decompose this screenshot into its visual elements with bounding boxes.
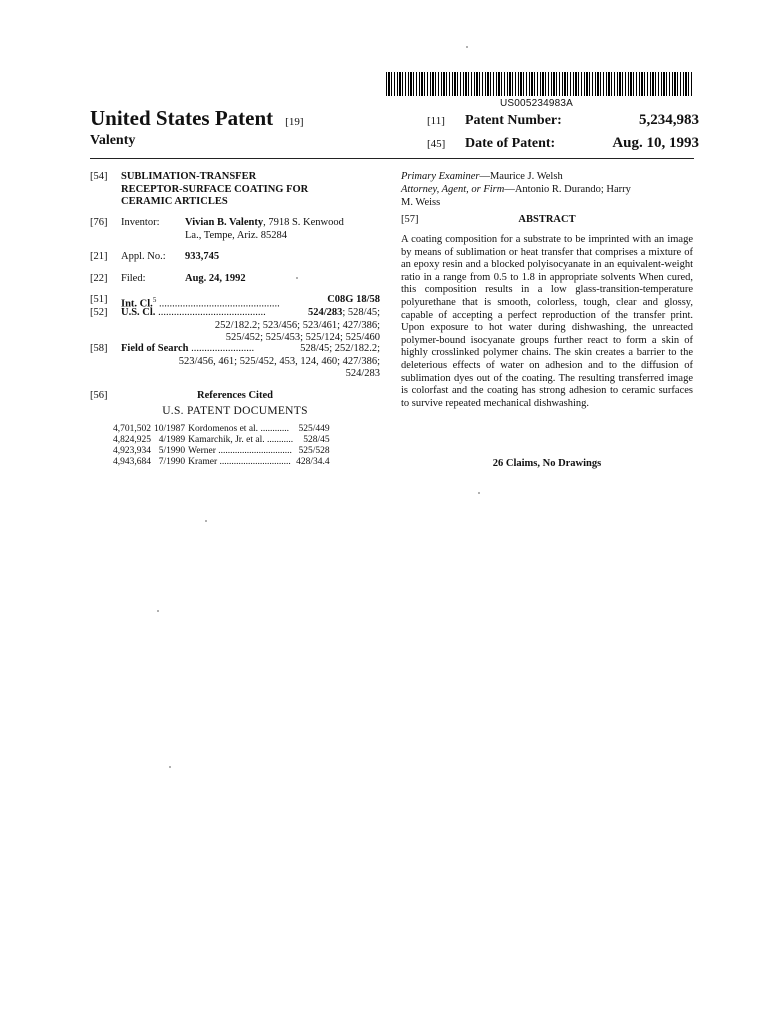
uscl-code: [52] <box>90 307 108 318</box>
uscl-value-line1 <box>306 307 380 320</box>
intcl-sup: 5 <box>152 296 157 304</box>
attorney-name-1: —Antonio R. Durando; Harry <box>504 184 631 195</box>
fos-dots: ........................ <box>188 343 255 354</box>
intcl-code: [51] <box>90 294 108 305</box>
scan-speck <box>169 766 171 768</box>
inventor-surname: Valenty <box>90 133 136 148</box>
ref-dots: ........... <box>264 435 294 445</box>
date-value: Aug. 10, 1993 <box>612 135 699 151</box>
inventor-address-2: La., Tempe, Ariz. 85284 <box>185 229 288 241</box>
attorney-line <box>401 184 693 197</box>
ref-name: Kordomenos et al. <box>188 424 259 434</box>
uscl-section <box>90 307 380 345</box>
scan-speck <box>478 492 480 494</box>
ref-class: 528/45 <box>303 435 330 445</box>
reference-row <box>113 446 333 457</box>
scan-speck <box>205 520 207 522</box>
abstract-text: A coating composition for a substrate to be imprinted with an image by means of sublimation or heat transfer that comprises a mixture of an epoxy resin and a blocked polyisocyanate in an equivalent-weight ratio in a range from 0.5 to 1.8 in appropriate solvents When cured, this composition results in a low glass-transition-temperature polyurethane that is smooth, colorless, tough, clear and glossy, capable of accepting a perfect reproduction of the transfer print. Upon exposure to hot water during dishwashing, the unreacted polymer-bound isocyanate groups further react to form a skin of highly crosslinked polymer chains. The skin creates a barrier to the deleterious effects of water on adhesion and to the diffusion of sublimation dyes out of the coating. The resulting transferred image is colorfast and the coating has strong adhesion to ceramic surfaces to survive repeated mechanical dishwashing. <box>401 234 693 409</box>
document-number: US005234983A <box>500 98 574 109</box>
ref-dots: ............ <box>258 424 289 434</box>
intcl-label: Int. Cl. <box>121 298 153 310</box>
ref-dots: .............................. <box>217 457 291 467</box>
patent-number-label: Patent Number: <box>465 113 562 128</box>
ref-number: 4,701,502 <box>113 424 151 434</box>
appl-section <box>90 251 380 265</box>
patent-number-code: [11] <box>427 115 445 127</box>
examiner-line <box>401 171 693 184</box>
title-text: United States Patent <box>90 106 274 130</box>
date-row <box>427 135 699 152</box>
ref-name: Werner <box>188 446 216 456</box>
ref-name-cell <box>188 446 296 457</box>
reference-row <box>113 424 333 435</box>
title-code: [19] <box>285 116 304 128</box>
attorney-name-2: M. Weiss <box>401 197 441 208</box>
references-heading <box>90 390 380 403</box>
abstract-title: ABSTRACT <box>518 214 576 225</box>
patent-number-row <box>427 112 699 129</box>
uscl-value-rest: ; 528/45; <box>342 307 380 318</box>
ref-class: 525/528 <box>298 446 330 456</box>
ref-name-cell <box>188 424 296 435</box>
filed-code: [22] <box>90 273 108 284</box>
date-code: [45] <box>427 138 446 150</box>
examiner-label: Primary Examiner <box>401 171 480 182</box>
ref-number: 4,824,925 <box>113 435 151 445</box>
refs-title: References Cited <box>197 390 273 401</box>
filed-value: Aug. 24, 1992 <box>185 273 246 284</box>
inventor-address-1: , 7918 S. Kenwood <box>263 217 344 228</box>
ref-date: 10/1987 <box>154 424 186 434</box>
inventor-label: Inventor: <box>121 217 160 228</box>
references-table <box>113 424 333 468</box>
title-line: CERAMIC ARTICLES <box>121 196 228 207</box>
fos-line-3: 524/283 <box>345 368 380 379</box>
appl-value: 933,745 <box>185 251 220 262</box>
field-of-search-section <box>90 343 380 383</box>
attorney-label: Attorney, Agent, or Firm <box>401 184 505 195</box>
ref-name: Kramer <box>188 457 218 467</box>
examiner-name: —Maurice J. Welsh <box>479 171 563 182</box>
ref-date: 7/1990 <box>158 457 186 467</box>
fos-label: Field of Search <box>121 343 189 354</box>
ref-dots: ............................... <box>215 446 292 456</box>
title-line: RECEPTOR-SURFACE COATING FOR <box>121 183 309 195</box>
title-section-code: [54] <box>90 171 108 182</box>
ref-name-cell <box>188 435 296 446</box>
intcl-dots: .............................................. <box>156 298 280 310</box>
filed-section <box>90 273 380 287</box>
claims-summary: 26 Claims, No Drawings <box>492 458 602 469</box>
reference-row <box>113 435 333 446</box>
ref-class: 428/34.4 <box>296 457 330 467</box>
ref-number: 4,943,684 <box>113 457 151 467</box>
ref-class: 525/449 <box>298 424 330 434</box>
ref-name: Kamarchik, Jr. et al. <box>188 435 265 445</box>
inventor-section <box>90 217 380 245</box>
appl-code: [21] <box>90 251 108 262</box>
scan-speck <box>296 277 298 279</box>
inventor-name: Vivian B. Valenty <box>185 217 264 228</box>
scan-speck <box>466 46 468 48</box>
us-patent-documents-heading: U.S. PATENT DOCUMENTS <box>162 405 308 417</box>
patent-number-value: 5,234,983 <box>639 112 699 128</box>
uscl-line-3: 525/452; 525/453; 525/124; 525/460 <box>225 332 380 343</box>
uscl-label: U.S. Cl. <box>121 307 156 318</box>
uscl-dots: ......................................... <box>155 307 266 318</box>
scan-speck <box>157 610 159 612</box>
title-section <box>90 171 380 211</box>
barcode <box>386 72 694 96</box>
intcl-section <box>90 294 380 310</box>
ref-date: 4/1989 <box>158 435 186 445</box>
fos-value-1: 528/45; 252/182.2; <box>300 343 380 354</box>
appl-label: Appl. No.: <box>121 251 166 262</box>
reference-row <box>113 457 333 468</box>
header-divider <box>90 158 694 159</box>
filed-label: Filed: <box>121 273 146 284</box>
intcl-value: C08G 18/58 <box>327 294 380 305</box>
abstract-code: [57] <box>401 214 419 225</box>
ref-date: 5/1990 <box>158 446 186 456</box>
title-line: SUBLIMATION-TRANSFER <box>121 171 257 182</box>
ref-name-cell <box>188 457 296 468</box>
fos-code: [58] <box>90 343 108 354</box>
patent-title <box>90 106 303 131</box>
refs-code: [56] <box>90 390 108 401</box>
inventor-code: [76] <box>90 217 108 228</box>
uscl-value-bold: 524/283 <box>307 307 343 318</box>
date-label: Date of Patent: <box>465 136 556 151</box>
fos-line-2: 523/456, 461; 525/452, 453, 124, 460; 427/386; <box>178 355 380 367</box>
ref-number: 4,923,934 <box>113 446 151 456</box>
abstract-heading <box>401 214 693 225</box>
uscl-line-2: 252/182.2; 523/456; 523/461; 427/386; <box>214 319 380 331</box>
